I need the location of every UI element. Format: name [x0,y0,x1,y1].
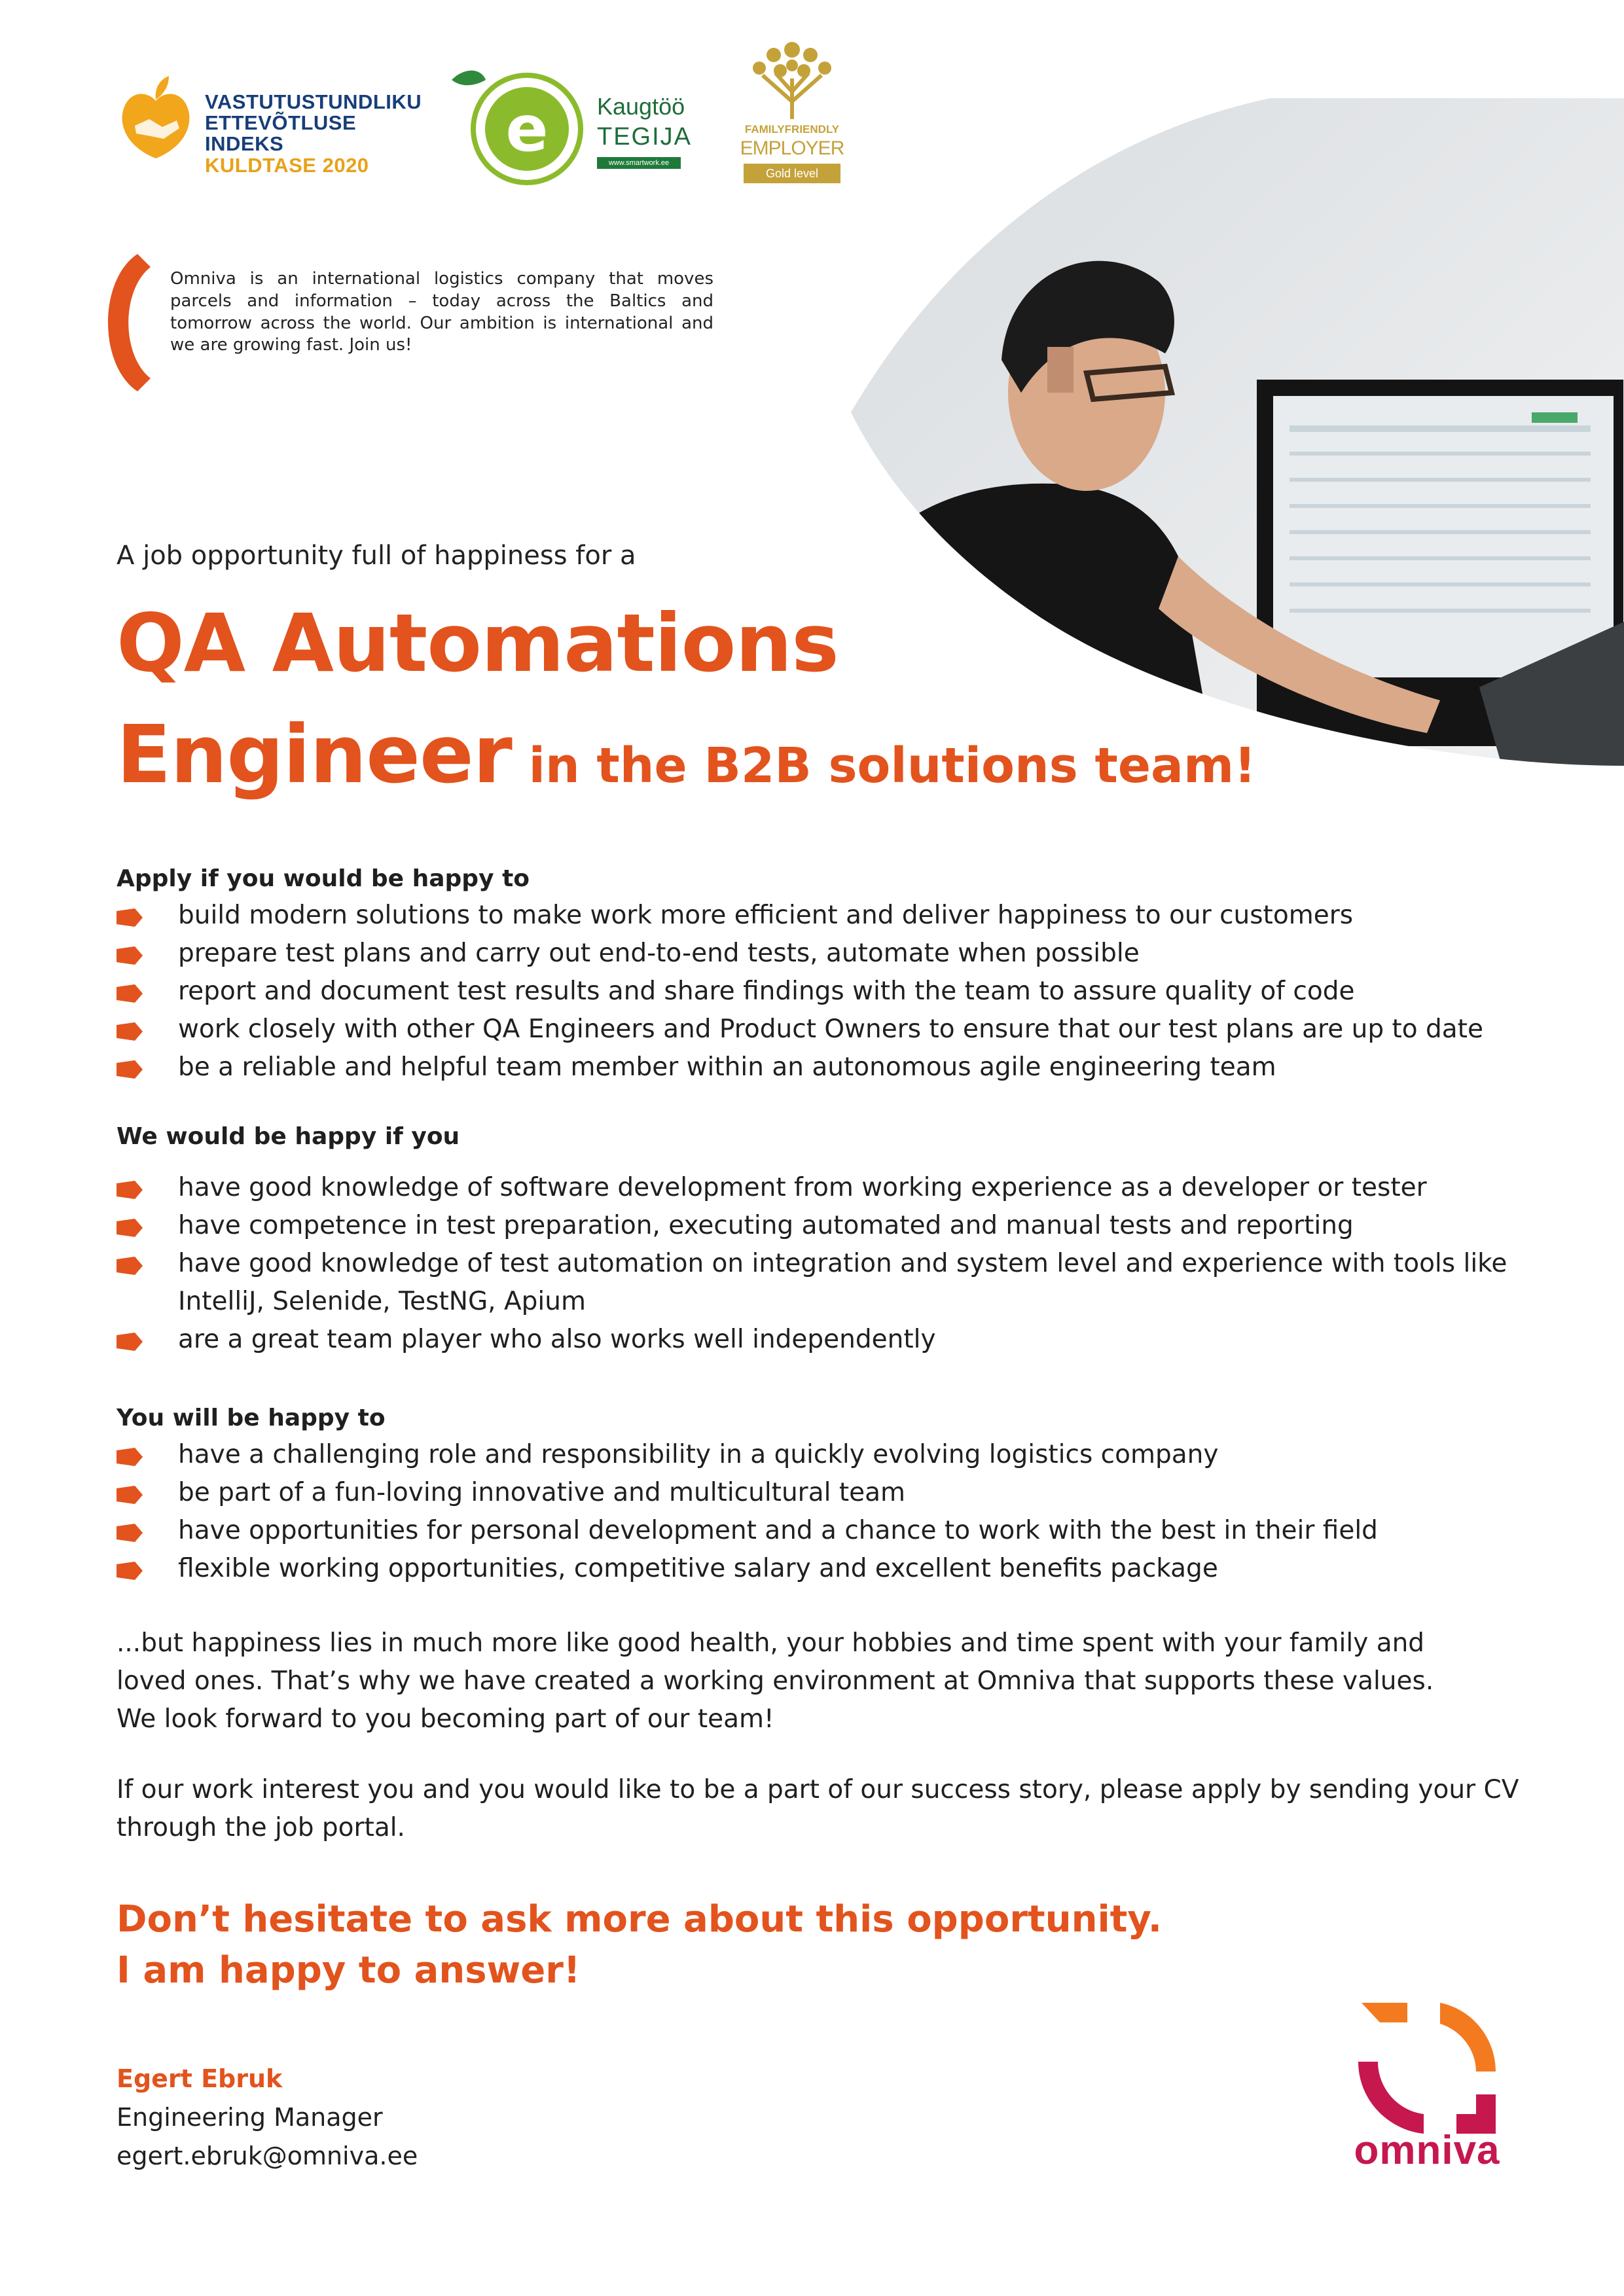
contact-email-link[interactable]: egert.ebruk@omniva.ee [117,2142,418,2170]
apple-handshake-icon [117,73,195,165]
green-e-leaf-icon [445,60,596,191]
section-heading-requirements: We would be happy if you [117,1123,460,1150]
family-friendly-badge [740,39,844,190]
list-item-text: be part of a fun-loving innovative and multicultural team [178,1478,906,1507]
job-title-line-1: QA Automations [117,597,839,690]
arrow-bullet-icon [117,1022,143,1041]
badge-line: ETTEVÕTLUSE INDEKS [205,111,357,156]
list-item-text: work closely with other QA Engineers and Product Owners to ensure that our test plans are up to date [178,1014,1483,1044]
list-item [117,1321,1543,1359]
responsible-business-text [205,92,431,176]
badge-title: Kaugtöö [597,93,685,120]
list-item-text: are a great team player who also works well independently [178,1325,936,1354]
arrow-bullet-icon [117,1219,143,1237]
arrow-bullet-icon [117,1448,143,1466]
list-item [117,1436,1543,1474]
list-item [117,897,1543,935]
omniva-bracket-icon [92,254,151,391]
list-item [117,1550,1543,1588]
list-item-text: have good knowledge of test automation on integration and system level and experience with tools like IntelliJ, Selenide, TestNG, Apium [178,1249,1507,1316]
contact-name: Egert Ebruk [117,2064,283,2093]
pre-title: A job opportunity full of happiness for a [117,541,636,571]
list-item [117,1512,1543,1550]
badge-letter: e [505,92,549,166]
list-item [117,935,1543,973]
values-paragraph: ...but happiness lies in much more like good health, your hobbies and time spent with your family and loved ones. That’s why we have created a working environment at Omniva that supports these values. We look forward to you becoming part of our team! [117,1628,1434,1734]
badge-line: VASTUTUSTUNDLIKU [205,90,422,113]
arrow-bullet-icon [117,908,143,927]
responsible-business-badge [117,60,431,178]
list-item-text: have a challenging role and responsibility in a quickly evolving logistics company [178,1440,1219,1469]
apply-list [117,897,1543,1086]
arrow-bullet-icon [117,1181,143,1199]
call-to-action [117,1894,1162,1996]
list-item [117,1474,1543,1512]
arrow-bullet-icon [117,1562,143,1580]
remote-work-badge [445,60,694,191]
family-tree-icon [740,39,844,123]
badge-line: EMPLOYER [740,137,844,159]
list-item-text: have good knowledge of software development from working experience as a developer or tester [178,1173,1427,1202]
list-item [117,1049,1543,1086]
cta-line: I am happy to answer! [117,1949,581,1992]
list-item-text: flexible working opportunities, competitive salary and excellent benefits package [178,1554,1218,1583]
list-item-text: build modern solutions to make work more efficient and deliver happiness to our customers [178,901,1354,930]
company-intro: Omniva is an international logistics company that moves parcels and information – today across the Baltics and tomorrow across the world. Our ambition is international and we are growing fast. Join us! [170,269,713,355]
arrow-bullet-icon [117,1486,143,1504]
cta-line: Don’t hesitate to ask more about this opportunity. [117,1898,1163,1941]
list-item-text: have competence in test preparation, executing automated and manual tests and reporting [178,1211,1354,1240]
badge-line: FAMILYFRIENDLY [744,123,840,135]
job-title-team: in the B2B solutions team! [511,738,1256,794]
list-item [117,1245,1540,1321]
badge-url: www.smartwork.ee [597,157,681,169]
arrow-bullet-icon [117,984,143,1003]
job-title-main: Engineer [117,708,512,801]
requirements-list [117,1169,1543,1359]
arrow-bullet-icon [117,1524,143,1542]
contact-role: Engineering Manager [117,2103,383,2132]
list-item-text: prepare test plans and carry out end-to-end tests, automate when possible [178,939,1140,968]
benefits-list [117,1436,1543,1588]
list-item [117,973,1543,1011]
badge-line: Gold level [744,164,840,183]
arrow-bullet-icon [117,1257,143,1275]
badge-line: KULDTASE 2020 [205,153,369,177]
list-item [117,1207,1543,1245]
section-heading-apply: Apply if you would be happy to [117,865,530,892]
engineer-at-computer-photo [851,85,1624,779]
badge-subtitle: TEGIJA [597,123,693,151]
list-item [117,1169,1543,1207]
list-item-text: report and document test results and share findings with the team to assure quality of code [178,977,1355,1006]
job-title-line-2 [117,708,1256,801]
list-item-text: be a reliable and helpful team member within an autonomous agile engineering team [178,1052,1276,1082]
omniva-wordmark: omniva [1354,2128,1500,2173]
arrow-bullet-icon [117,1060,143,1079]
apply-paragraph: If our work interest you and you would like to be a part of our success story, please apply by sending your CV through the job portal. [117,1775,1519,1842]
list-item-text: have opportunities for personal development and a chance to work with the best in their field [178,1516,1378,1545]
section-heading-benefits: You will be happy to [117,1405,386,1431]
arrow-bullet-icon [117,1333,143,1351]
list-item [117,1011,1543,1049]
arrow-bullet-icon [117,946,143,965]
